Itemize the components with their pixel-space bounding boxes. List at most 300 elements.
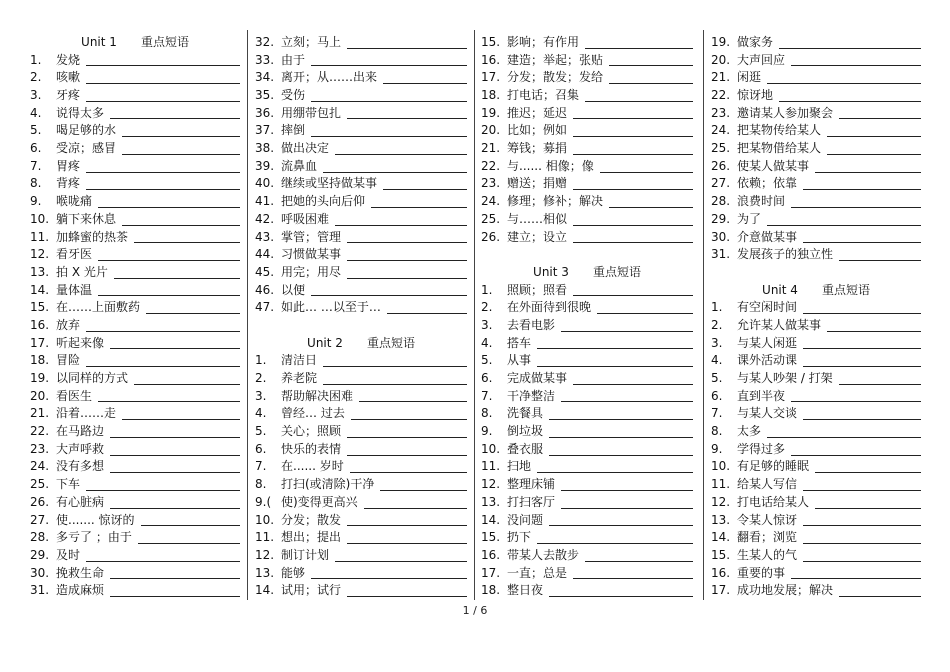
phrase-text: 重要的事 [737,565,786,580]
answer-blank[interactable] [779,89,921,102]
answer-blank[interactable] [383,177,467,190]
answer-blank[interactable] [827,142,921,155]
phrase-text: 帮助解决困难 [281,388,354,403]
answer-blank[interactable] [351,407,467,420]
answer-blank[interactable] [767,213,921,226]
item-number: 29. [30,547,50,562]
answer-blank[interactable] [791,566,921,579]
answer-blank[interactable] [815,460,921,473]
answer-blank[interactable] [803,230,921,243]
phrase-item [711,494,921,512]
answer-blank[interactable] [827,124,921,137]
phrase-item [711,565,921,583]
phrase-text: 扫地 [507,459,532,474]
item-number: 2. [30,70,42,85]
column-4 [711,34,921,600]
phrase-item [481,229,693,247]
answer-blank[interactable] [86,53,240,66]
phrase-text: 使....... 惊讶的 [56,512,135,527]
answer-blank[interactable] [371,195,467,208]
page-number: 1 / 6 [462,604,488,617]
phrase-item [481,388,693,406]
answer-blank[interactable] [549,443,693,456]
answer-blank[interactable] [803,301,921,314]
phrase-item [711,405,921,423]
answer-blank[interactable] [98,195,240,208]
phrase-item [255,229,467,247]
phrase-text: 介意做某事 [737,229,798,244]
phrase-text: 推迟；延迟 [507,105,568,120]
answer-blank[interactable] [311,89,467,102]
item-number: 10. [481,441,501,456]
phrase-item [481,69,693,87]
phrase-item [255,423,467,441]
answer-blank[interactable] [110,566,240,579]
phrase-item [711,229,921,247]
answer-blank[interactable] [815,496,921,509]
answer-blank[interactable] [549,425,693,438]
phrase-item [30,459,240,477]
answer-blank[interactable] [803,177,921,190]
answer-blank[interactable] [122,124,240,137]
unit-title: 重点短语 [821,282,870,297]
item-number: 3. [255,388,267,403]
item-number: 7. [255,459,267,474]
answer-blank[interactable] [549,513,693,526]
answer-blank[interactable] [537,460,693,473]
item-number: 15. [481,34,501,49]
answer-blank[interactable] [839,106,921,119]
item-number: 2. [255,371,267,386]
phrase-text: 能够 [281,565,306,580]
answer-blank[interactable] [573,177,693,190]
phrase-text: 打扫(或清除)干净 [281,477,375,492]
answer-blank[interactable] [347,584,467,597]
phrase-text: 搭车 [507,335,532,350]
answer-blank[interactable] [86,71,240,84]
phrase-item [481,582,693,600]
item-number: 21. [711,70,731,85]
phrase-text: 背疼 [56,176,81,191]
phrase-text: 给某人写信 [737,477,798,492]
answer-blank[interactable] [122,213,240,226]
answer-blank[interactable] [122,407,240,420]
item-number: 39. [255,158,275,173]
item-number: 22. [481,158,501,173]
phrase-item [30,476,240,494]
phrase-text: 呼吸困难 [281,211,330,226]
answer-blank[interactable] [347,36,467,49]
answer-blank[interactable] [827,319,921,332]
item-number: 11. [30,229,50,244]
phrase-text: 整日夜 [507,583,544,598]
item-number: 9.( [255,494,272,509]
phrase-item [255,529,467,547]
answer-blank[interactable] [134,230,240,243]
phrase-item [711,87,921,105]
answer-blank[interactable] [134,372,240,385]
answer-blank[interactable] [537,531,693,544]
answer-blank[interactable] [537,354,693,367]
phrase-text: 叠衣服 [507,441,544,456]
phrase-item [30,582,240,600]
answer-blank[interactable] [585,89,693,102]
phrase-text: 修理；修补；解决 [507,194,604,209]
answer-blank[interactable] [815,160,921,173]
phrase-text: 多亏了 ；由于 [56,530,132,545]
phrase-item [255,582,467,600]
phrase-item [255,494,467,512]
phrase-item [30,282,240,300]
answer-blank[interactable] [803,549,921,562]
answer-blank[interactable] [364,496,467,509]
answer-blank[interactable] [839,584,921,597]
phrase-text: 拍 X 光片 [56,264,108,279]
answer-blank[interactable] [573,213,693,226]
phrase-item [481,317,693,335]
answer-blank[interactable] [98,389,240,402]
phrase-item [30,317,240,335]
item-number: 27. [711,176,731,191]
item-number: 25. [481,211,501,226]
phrase-item [255,122,467,140]
phrase-text: 照顾；照看 [507,282,568,297]
answer-blank[interactable] [347,531,467,544]
answer-blank[interactable] [779,36,921,49]
item-number: 15. [711,547,731,562]
item-number: 24. [711,123,731,138]
answer-blank[interactable] [585,549,693,562]
phrase-text: 课外活动课 [737,353,798,368]
phrase-item [711,582,921,600]
item-number: 5. [255,424,267,439]
answer-blank[interactable] [86,89,240,102]
phrase-text: 离开；从……出来 [281,70,378,85]
answer-blank[interactable] [573,372,693,385]
item-number: 36. [255,105,275,120]
answer-blank[interactable] [110,584,240,597]
answer-blank[interactable] [573,566,693,579]
item-number: 25. [711,141,731,156]
phrase-item [711,476,921,494]
answer-blank[interactable] [803,354,921,367]
answer-blank[interactable] [609,195,693,208]
phrase-text: 分发；散发；发给 [507,70,604,85]
item-number: 30. [30,565,50,580]
phrase-text: 打电话；召集 [507,88,580,103]
phrase-text: 惊讶地 [737,88,774,103]
phrase-item [255,388,467,406]
item-number: 17. [711,583,731,598]
answer-blank[interactable] [335,142,467,155]
answer-blank[interactable] [347,443,467,456]
answer-blank[interactable] [110,443,240,456]
item-number: 10. [255,512,275,527]
item-number: 7. [30,158,42,173]
answer-blank[interactable] [86,177,240,190]
item-number: 21. [30,406,50,421]
phrase-text: 习惯做某事 [281,247,342,262]
phrase-item [30,388,240,406]
phrase-text: 在……上面敷药 [56,300,141,315]
phrase-item [30,529,240,547]
answer-blank[interactable] [597,301,693,314]
answer-blank[interactable] [387,301,467,314]
answer-blank[interactable] [335,549,467,562]
phrase-item [481,352,693,370]
answer-blank[interactable] [311,283,467,296]
answer-blank[interactable] [359,389,467,402]
phrase-text: 整理床铺 [507,477,556,492]
answer-blank[interactable] [98,248,240,261]
item-number: 8. [711,424,723,439]
answer-blank[interactable] [573,142,693,155]
phrase-item [30,370,240,388]
answer-blank[interactable] [323,354,467,367]
item-number: 35. [255,88,275,103]
unit-heading [711,282,921,300]
item-number: 3. [711,335,723,350]
phrase-item [481,176,693,194]
item-number: 43. [255,229,275,244]
answer-blank[interactable] [791,53,921,66]
item-number: 23. [711,105,731,120]
answer-blank[interactable] [791,389,921,402]
item-number: 12. [711,494,731,509]
phrase-text: 如此… …以至于… [281,300,381,315]
phrase-text: 牙疼 [56,88,81,103]
answer-blank[interactable] [791,443,921,456]
answer-blank[interactable] [110,106,240,119]
item-number: 25. [30,477,50,492]
item-number: 15. [481,530,501,545]
item-number: 5. [481,353,493,368]
answer-blank[interactable] [573,283,693,296]
answer-blank[interactable] [146,301,240,314]
phrase-text: 躺下来休息 [56,211,117,226]
phrase-text: 曾经… 过去 [281,406,345,421]
answer-blank[interactable] [585,36,693,49]
item-number: 16. [481,52,501,67]
answer-blank[interactable] [311,124,467,137]
answer-blank[interactable] [347,248,467,261]
answer-blank[interactable] [110,425,240,438]
column-1 [30,34,240,600]
answer-blank[interactable] [803,531,921,544]
answer-blank[interactable] [573,124,693,137]
answer-blank[interactable] [122,142,240,155]
item-number: 8. [30,176,42,191]
phrase-item [255,441,467,459]
item-number: 31. [711,247,731,262]
answer-blank[interactable] [549,584,693,597]
answer-blank[interactable] [347,266,467,279]
item-number: 38. [255,141,275,156]
phrase-text: 令某人惊讶 [737,512,798,527]
phrase-text: 做出决定 [281,141,330,156]
phrase-item [481,193,693,211]
answer-blank[interactable] [561,478,693,491]
answer-blank[interactable] [803,407,921,420]
phrase-item [255,246,467,264]
phrase-item [481,441,693,459]
unit-heading [481,264,693,282]
answer-blank[interactable] [347,513,467,526]
phrase-item [481,370,693,388]
item-number: 19. [30,371,50,386]
answer-blank[interactable] [347,425,467,438]
phrase-item [481,529,693,547]
item-number: 33. [255,52,275,67]
item-number: 20. [711,52,731,67]
item-number: 4. [711,353,723,368]
answer-blank[interactable] [537,336,693,349]
phrase-item [481,122,693,140]
item-number: 12. [481,477,501,492]
phrase-item [481,87,693,105]
phrase-text: 浪费时间 [737,194,786,209]
answer-blank[interactable] [609,53,693,66]
phrase-item [711,317,921,335]
item-number: 13. [30,264,50,279]
answer-blank[interactable] [110,496,240,509]
answer-blank[interactable] [110,336,240,349]
item-number: 18. [481,583,501,598]
item-number: 24. [30,459,50,474]
answer-blank[interactable] [803,336,921,349]
item-number: 12. [255,547,275,562]
answer-blank[interactable] [86,319,240,332]
phrase-item [255,299,467,317]
item-number: 13. [711,512,731,527]
phrase-item [30,158,240,176]
answer-blank[interactable] [839,248,921,261]
answer-blank[interactable] [600,160,693,173]
phrase-item [255,105,467,123]
phrase-text: 加蜂蜜的热茶 [56,229,129,244]
phrase-item [711,52,921,70]
answer-blank[interactable] [561,319,693,332]
phrase-item [30,229,240,247]
item-number: 23. [30,441,50,456]
answer-blank[interactable] [573,230,693,243]
phrase-item [255,87,467,105]
item-number: 11. [711,477,731,492]
phrase-text: 大声呼救 [56,441,105,456]
answer-blank[interactable] [86,160,240,173]
answer-blank[interactable] [311,53,467,66]
item-number: 6. [255,441,267,456]
answer-blank[interactable] [98,283,240,296]
answer-blank[interactable] [86,354,240,367]
answer-blank[interactable] [86,549,240,562]
item-number: 28. [711,194,731,209]
phrase-item [711,122,921,140]
item-number: 2. [711,317,723,332]
item-number: 32. [255,34,275,49]
phrase-item [711,388,921,406]
answer-blank[interactable] [347,230,467,243]
item-number: 9. [481,424,493,439]
answer-blank[interactable] [803,513,921,526]
phrase-text: 干净整洁 [507,388,556,403]
answer-blank[interactable] [311,566,467,579]
item-number: 22. [711,88,731,103]
phrase-text: 没问题 [507,512,544,527]
answer-blank[interactable] [138,531,240,544]
phrase-item [255,140,467,158]
answer-blank[interactable] [383,71,467,84]
answer-blank[interactable] [350,460,467,473]
answer-blank[interactable] [573,106,693,119]
answer-blank[interactable] [609,71,693,84]
answer-blank[interactable] [141,513,240,526]
answer-blank[interactable] [767,71,921,84]
answer-blank[interactable] [110,460,240,473]
phrase-text: 发展孩子的独立性 [737,247,834,262]
answer-blank[interactable] [323,372,467,385]
item-number: 4. [30,105,42,120]
phrase-item [711,69,921,87]
phrase-item [30,335,240,353]
phrase-item [481,512,693,530]
answer-blank[interactable] [767,425,921,438]
item-number: 47. [255,300,275,315]
answer-blank[interactable] [839,372,921,385]
phrase-text: 在马路边 [56,424,105,439]
phrase-text: 沿着……走 [56,406,117,421]
item-number: 17. [481,70,501,85]
answer-blank[interactable] [86,478,240,491]
phrase-text: 快乐的表情 [281,441,342,456]
answer-blank[interactable] [803,478,921,491]
phrase-text: 筹钱；募捐 [507,141,568,156]
phrase-item [30,140,240,158]
answer-blank[interactable] [549,407,693,420]
phrase-item [255,459,467,477]
phrase-text: 受伤 [281,88,306,103]
phrase-item [481,105,693,123]
answer-blank[interactable] [561,496,693,509]
phrase-item [711,370,921,388]
phrase-text: 建立；设立 [507,229,568,244]
phrase-text: 一直；总是 [507,565,568,580]
phrase-text: 允许某人做某事 [737,317,822,332]
phrase-item [30,264,240,282]
unit-label: Unit 2 [307,335,343,350]
item-number: 23. [481,176,501,191]
phrase-text: 用完；用尽 [281,264,342,279]
answer-blank[interactable] [114,266,240,279]
answer-blank[interactable] [380,478,467,491]
phrase-text: 继续或坚持做某事 [281,176,378,191]
item-number: 19. [711,34,731,49]
item-number: 1. [481,282,493,297]
answer-blank[interactable] [335,213,467,226]
phrase-text: 与某人吵架 / 打架 [737,371,833,386]
answer-blank[interactable] [791,195,921,208]
answer-blank[interactable] [561,389,693,402]
answer-blank[interactable] [323,160,467,173]
item-number: 14. [30,282,50,297]
item-number: 14. [481,512,501,527]
answer-blank[interactable] [347,106,467,119]
unit-label: Unit 1 [81,35,117,49]
phrase-item [481,494,693,512]
phrase-item [481,52,693,70]
phrase-text: 完成做某事 [507,371,568,386]
item-number: 7. [481,388,493,403]
